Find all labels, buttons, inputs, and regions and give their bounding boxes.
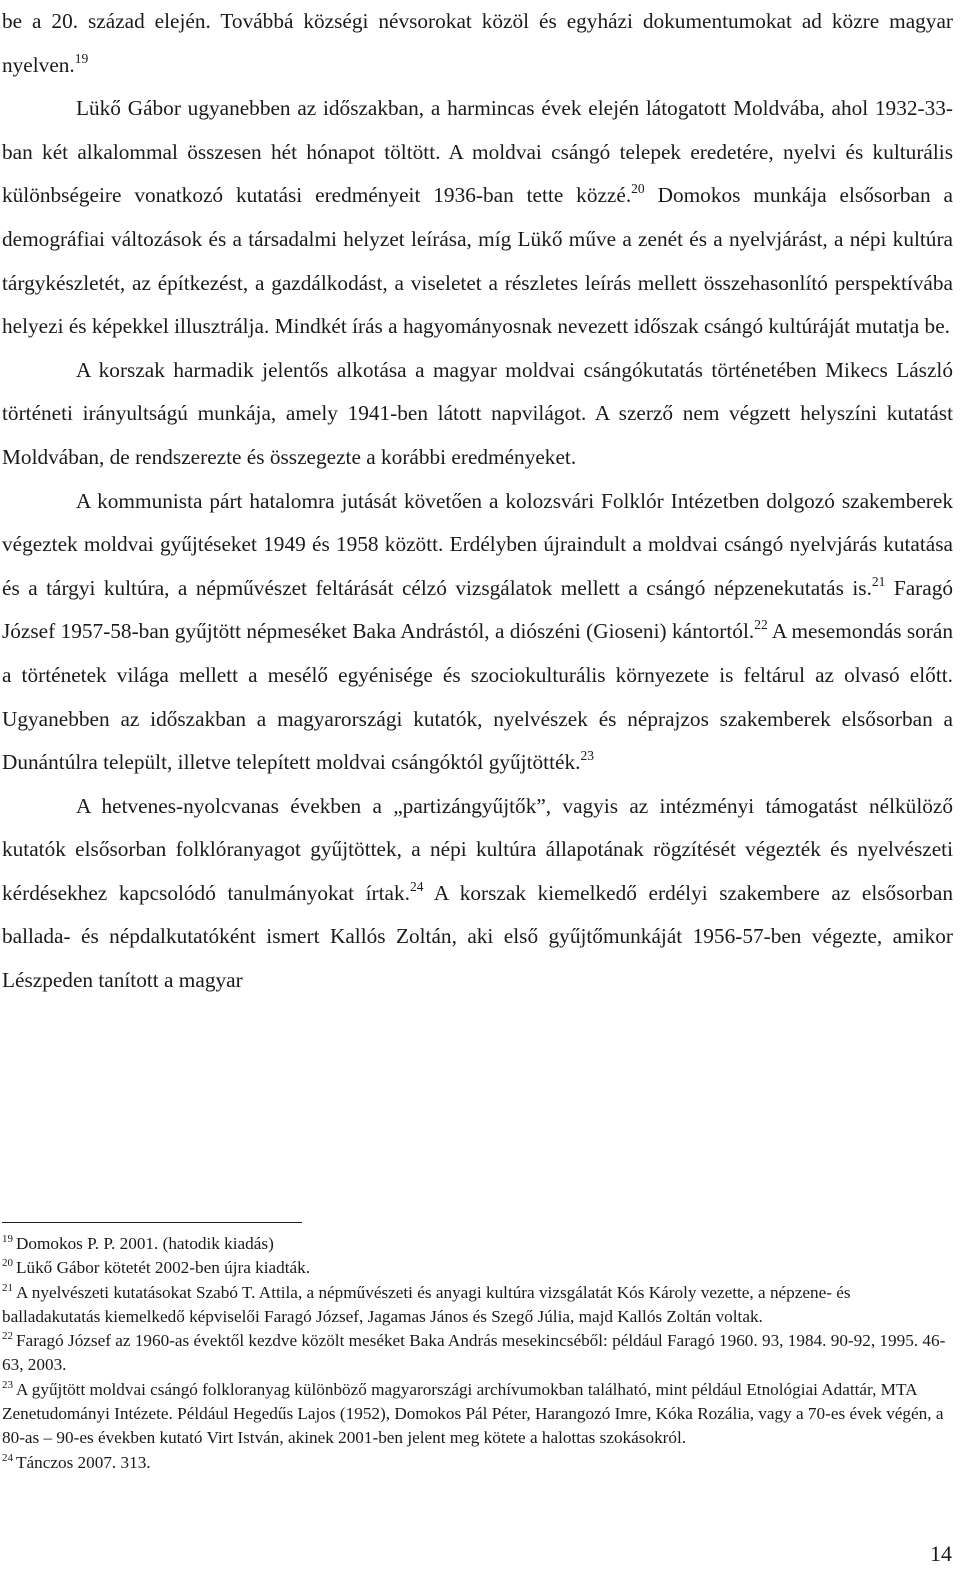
footnote bbox=[2, 1329, 948, 1378]
footnote-reference[interactable]: 22 bbox=[754, 617, 768, 633]
footnote-text: A gyűjtött moldvai csángó folkloranyag különböző magyarországi archívumokban található, mint például Etnológiai Adattár, MTA Zenetudományi Intézete. Például Hegedűs Lajos (1952), Domokos Pál Péter, Harangozó Imre, Kóka Rozália, vagy a 70-es évek végén, a 80-as – 90-es években kutató Virt István, akinek 2001-ben jelent meg kötete a halottas szokásokról. bbox=[2, 1379, 944, 1448]
paragraph-text: Lükő Gábor ugyanebben az időszakban, a harmincas évek elején látogatott Moldvába, ahol 1932-33-ban két alkalommal összesen hét hónapot töltött. A moldvai csángó telepek eredetére, nyelvi és kulturális különbségeire vonatkozó kutatási eredményeit 1936-ban tette közzé. bbox=[2, 96, 953, 208]
body-text bbox=[2, 0, 953, 1003]
paragraph-text: A mesemondás során a történetek világa mellett a mesélő egyénisége és szociokulturális környezete is feltárul az olvasó előtt. Ugyanebben az időszakban a magyarországi kutatók, nyelvészek és néprajzos szakemberek elsősorban a Dunántúlra települt, illetve telepített moldvai csángóktól gyűjtötték. bbox=[2, 619, 953, 775]
footnote bbox=[2, 1232, 948, 1256]
paragraph bbox=[2, 349, 953, 480]
footnote-reference[interactable]: 21 bbox=[871, 573, 886, 589]
footnote-number: 21 bbox=[2, 1281, 13, 1294]
paragraph-text: Faragó József 1957-58-ban gyűjtött népmeséket Baka Andrástól, a diószéni (Gioseni) kántortól. bbox=[2, 575, 953, 644]
paragraph-text: A korszak harmadik jelentős alkotása a magyar moldvai csángókutatás történetében Mikecs László történeti irányultságú munkája, amely 1941-ben látott napvilágot. A szerző nem végzett helyszíni kutatást Moldvában, de rendszerezte és összegezte a korábbi eredményeket. bbox=[2, 357, 953, 469]
footnote-reference[interactable]: 24 bbox=[409, 878, 424, 894]
footnote bbox=[2, 1378, 948, 1451]
paragraph-text: A kommunista párt hatalomra jutását követően a kolozsvári Folklór Intézetben dolgozó szakemberek végeztek moldvai gyűjtéseket 1949 és 1958 között. Erdélyben újraindult a moldvai csángó nyelvjárás kutatása és a tárgyi kultúra, a népművészet feltárását célzó vizsgálatok mellett a csángó népzenekutatás is. bbox=[2, 488, 953, 600]
footnote-number: 23 bbox=[2, 1378, 13, 1391]
paragraph bbox=[2, 0, 953, 87]
footnote-number: 22 bbox=[2, 1330, 13, 1343]
paragraph-text: Domokos munkája elsősorban a demográfiai változások és a társadalmi helyzet leírása, míg Lükő műve a zenét és a nyelvjárást, a népi kultúra tárgykészletét, az építkezést, a gazdálkodást, a viseletet a részletes leírás mellett összehasonlító perspektívába helyezi és képekkel illusztrálja. Mindkét írás a hagyományosnak nevezett időszak csángó kultúráját mutatja be. bbox=[2, 183, 953, 339]
page-number: 14 bbox=[930, 1541, 952, 1566]
paragraph-text: be a 20. század elején. Továbbá községi névsorokat közöl és egyházi dokumentumokat ad közre magyar nyelven. bbox=[2, 9, 953, 77]
footnote bbox=[2, 1256, 948, 1280]
paragraph bbox=[2, 480, 953, 785]
paragraph bbox=[2, 785, 953, 1003]
footnote-reference[interactable]: 20 bbox=[631, 181, 645, 197]
footnote-text: Lükő Gábor kötetét 2002-ben újra kiadták. bbox=[16, 1258, 311, 1278]
footnote-separator bbox=[2, 1222, 302, 1223]
footnote-text: Faragó József az 1960-as évektől kezdve közölt meséket Baka András mesekincséből: például Faragó 1960. 93, 1984. 90-92, 1995. 46-63, 2003. bbox=[2, 1331, 946, 1375]
footnote-text: A nyelvészeti kutatásokat Szabó T. Attila, a népművészeti és anyagi kultúra vizsgálatát Kós Károly vezette, a népzene- és balladakutatás kiemelkedő képviselői Faragó József, Jagamas János és Szegő Júlia, majd Kallós Zoltán voltak. bbox=[2, 1282, 851, 1326]
paragraph bbox=[2, 87, 953, 349]
footnote-number: 24 bbox=[2, 1451, 13, 1464]
paragraph-text: A korszak kiemelkedő erdélyi szakembere az elsősorban ballada- és népdalkutatóként ismert Kallós Zoltán, aki első gyűjtőmunkáját 1956-57-ben végezte, amikor Lészpeden tanított a magyar bbox=[2, 880, 953, 993]
document-page bbox=[2, 0, 953, 1003]
footnote bbox=[2, 1451, 948, 1475]
footnote-number: 20 bbox=[2, 1257, 13, 1270]
paragraph-text: A hetvenes-nyolcvanas években a „partizángyűjtők”, vagyis az intézményi támogatást nélkülöző kutatók elsősorban folklóranyagot gyűjtöttek, a népi kultúra állapotának rögzítését végezték és nyelvészeti kérdésekhez kapcsolódó tanulmányokat írtak. bbox=[2, 793, 953, 905]
footnote-reference[interactable]: 23 bbox=[580, 748, 594, 764]
footnote bbox=[2, 1281, 948, 1330]
footnote-text: Tánczos 2007. 313. bbox=[16, 1452, 151, 1472]
footnote-number: 19 bbox=[2, 1233, 13, 1245]
footnotes bbox=[2, 1232, 948, 1475]
footnote-text: Domokos P. P. 2001. (hatodik kiadás) bbox=[16, 1234, 274, 1253]
footnote-reference[interactable]: 19 bbox=[74, 50, 89, 66]
